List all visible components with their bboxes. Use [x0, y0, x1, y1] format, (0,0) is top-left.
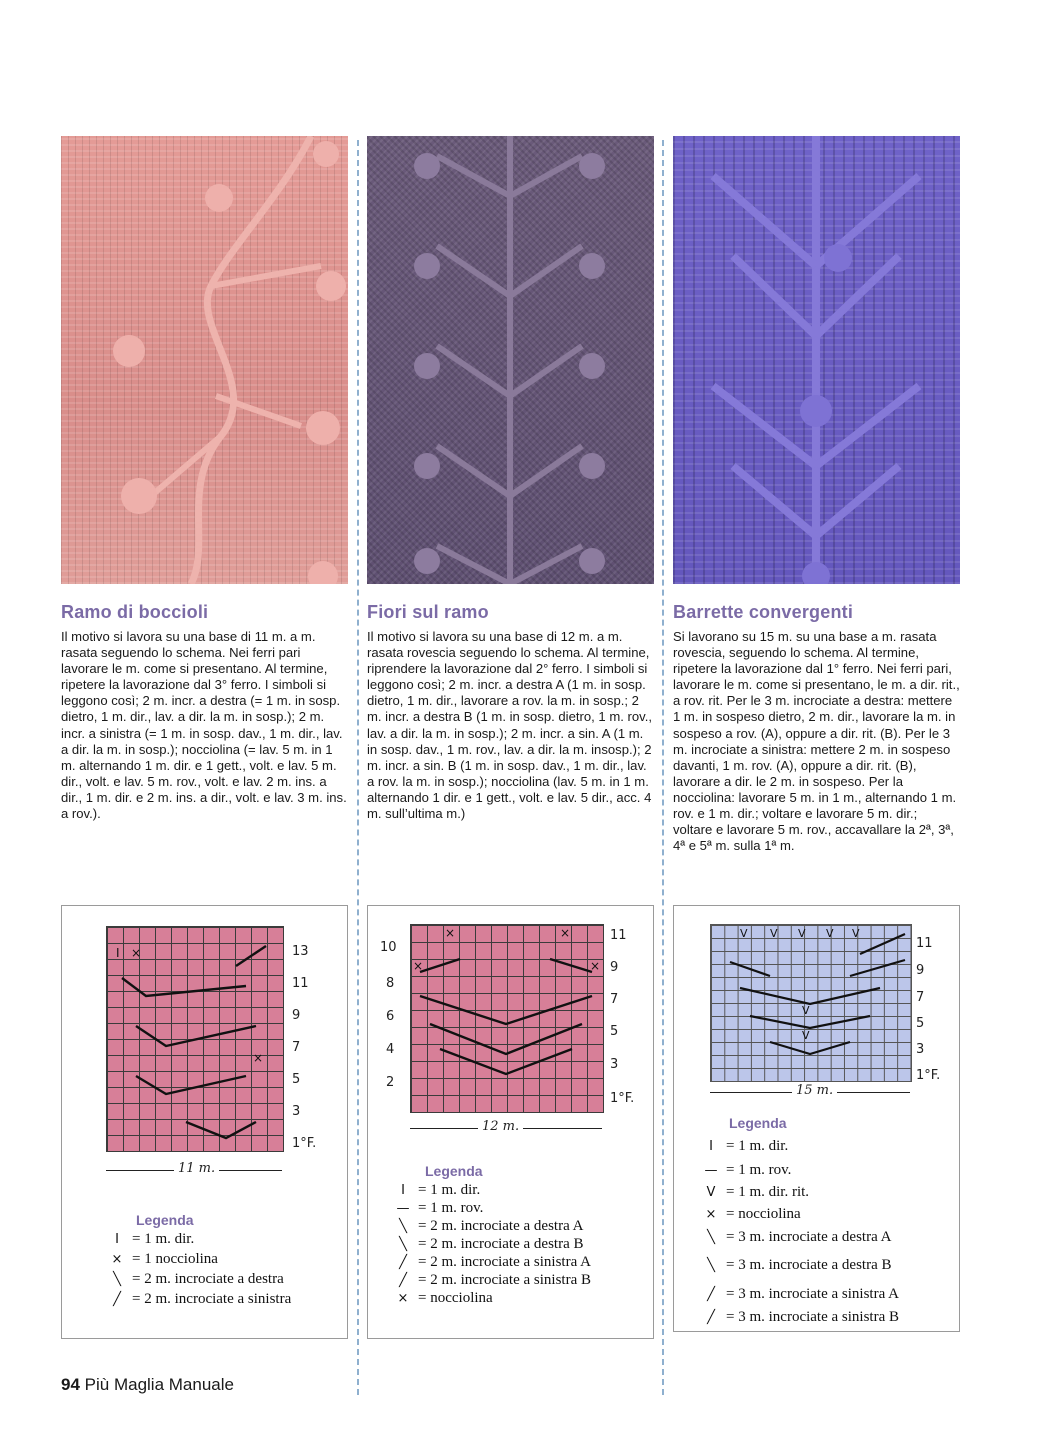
- row-label: 9: [916, 963, 925, 978]
- swatch-photo-pink: [61, 136, 348, 584]
- knit-stitch-icon: I: [401, 1183, 405, 1198]
- row-label: 5: [916, 1016, 925, 1031]
- legend-item: ╲ = 3 m. incrociate a destra A: [696, 1229, 891, 1246]
- pattern-title: Ramo di boccioli: [61, 602, 209, 622]
- legend-item: — = 1 m. rov.: [388, 1200, 483, 1217]
- legend-item: V = 1 m. dir. rit.: [696, 1184, 809, 1201]
- cross-right-icon: ╲: [113, 1272, 121, 1287]
- pattern-description: Il motivo si lavora su una base di 11 m. a m. rasata seguendo lo schema. Nei ferri pari lavorare le m. come si presentano. Al termine, ripetere la lavorazione dal 3° ferro. I simboli si leggono così; 2 m. incr. a destra (= 1 m. in sosp. dietro, 1 m. dir., lav. a dir. la m. in sosp.); 2 m. incr. a sinistra (= 1 m. in sosp. dav., 1 m. dir., lav. a dir. la m. in sosp.); nocciolina (= lav. 5 m. in 1 m. alternando 1 m. dir. e 1 gett., volt. e lav. 5 m. dir., volt. e lav. 5 m. rov., volt. e lav. 2 m. ins. a dir., 1 m. dir. e 2 m. ins. a dir., volt. e lav. 3 m. ins. a rov.).: [61, 629, 347, 822]
- chart-box-barrette-convergenti: [673, 905, 960, 1332]
- row-label: 1°F.: [916, 1068, 941, 1083]
- row-label: 1°F.: [610, 1091, 635, 1106]
- chart-symbol-bobble: ×: [131, 946, 142, 960]
- row-label-left: 6: [386, 1009, 395, 1024]
- purl-stitch-icon: —: [396, 1201, 410, 1216]
- svg-text:V: V: [798, 927, 806, 940]
- pattern-column-ramo-di-boccioli: [61, 136, 348, 822]
- legend-item: ╲ = 2 m. incrociate a destra: [102, 1271, 284, 1288]
- pattern-column-fiori-sul-ramo: [367, 136, 654, 822]
- legend-item: — = 1 m. rov.: [696, 1162, 791, 1179]
- chart-symbols: [710, 924, 910, 1080]
- row-label-left: 10: [380, 940, 397, 955]
- row-label: 11: [292, 976, 309, 991]
- svg-text:V: V: [852, 927, 860, 940]
- page-number: 94: [61, 1375, 80, 1394]
- svg-text:×: ×: [590, 959, 601, 973]
- row-label: 11: [916, 936, 933, 951]
- row-label: 1°F.: [292, 1136, 317, 1151]
- column-separator-1: [357, 140, 359, 1395]
- legend-item: ╲ = 2 m. incrociate a destra A: [388, 1218, 583, 1235]
- legend-title: Legenda: [136, 1212, 194, 1228]
- legend-item: ╱ = 2 m. incrociate a sinistra B: [388, 1272, 591, 1289]
- svg-text:V: V: [802, 1004, 810, 1017]
- purl-stitch-icon: —: [704, 1163, 718, 1178]
- magazine-name: Più Maglia Manuale: [84, 1375, 234, 1394]
- knit-tbl-icon: V: [706, 1185, 716, 1200]
- swatch-photo-violet: [367, 136, 654, 584]
- legend-item: ╱ = 3 m. incrociate a sinistra A: [696, 1286, 899, 1303]
- svg-text:×: ×: [560, 926, 571, 940]
- page-footer: [61, 1375, 234, 1395]
- legend-item: I = 1 m. dir.: [696, 1138, 788, 1155]
- cross-left-b-icon: ╱: [707, 1310, 715, 1325]
- legend-item: × = nocciolina: [388, 1290, 493, 1307]
- chart-symbol-bobble: ×: [253, 1051, 264, 1065]
- row-label: 3: [292, 1104, 301, 1119]
- legend-title: Legenda: [729, 1115, 787, 1131]
- cross-right-b-icon: ╲: [399, 1237, 407, 1252]
- chart-symbols: [106, 926, 282, 1150]
- chart-width-label: 15 m.: [792, 1083, 837, 1098]
- legend-title: Legenda: [425, 1163, 483, 1179]
- legend-item: × = 1 nocciolina: [102, 1251, 218, 1268]
- chart-box-fiori-sul-ramo: [367, 905, 654, 1339]
- row-label: 7: [610, 992, 619, 1007]
- pattern-title: Barrette convergenti: [673, 602, 854, 622]
- svg-text:V: V: [826, 927, 834, 940]
- row-label: 3: [610, 1057, 619, 1072]
- chart-width-label: 11 m.: [174, 1161, 219, 1176]
- column-separator-2: [662, 140, 664, 1395]
- pattern-column-barrette-convergenti: [673, 136, 960, 854]
- row-label: 9: [610, 960, 619, 975]
- legend-item: ╱ = 3 m. incrociate a sinistra B: [696, 1309, 899, 1326]
- row-label-left: 4: [386, 1042, 395, 1057]
- blue-cable-motif: [673, 136, 960, 584]
- row-label-left: 8: [386, 976, 395, 991]
- cross-right-a-icon: ╲: [399, 1219, 407, 1234]
- legend-item: I = 1 m. dir.: [388, 1182, 480, 1199]
- cross-left-a-icon: ╱: [707, 1287, 715, 1302]
- chart-width-label: 12 m.: [478, 1119, 523, 1134]
- legend-item: × = nocciolina: [696, 1206, 801, 1223]
- pink-branch-motif: [61, 136, 348, 584]
- pattern-description: Si lavorano su 15 m. su una base a m. rasata rovescia, seguendo lo schema. Al termine, ripetere la lavorazione dal 1° ferro. Nei ferri pari, lavorare le m. come si presentano, le m. a dir. rit., a rov. rit. Per le 3 m. incrociate a destra: mettere 1 m. in sospeso dietro, 2 m. dir., lavorare la m. in sospeso a rov. (A), oppure a dir. rit. (B). Per le 3 m. incrociate a sinistra: mettere 2 m. in sospeso davanti, 1 m. rov. (A), oppure a dir. rit. (B), lavorare a dir. le 2 m. in sospeso. Per la nocciolina: lavorare 5 m. in 1 m., alternando 1 m. rov. e 1 m. dir.; voltare e lavorare 5 m. dir.; voltare e lavorare 5 m. rov., accavallare la 2ª, 3ª, 4ª e 5ª m. sulla 1ª m.: [673, 629, 960, 854]
- violet-flower-motif: [367, 136, 654, 584]
- legend-item: ╲ = 2 m. incrociate a destra B: [388, 1236, 583, 1253]
- chart-box-ramo-di-boccioli: [61, 905, 348, 1339]
- cross-left-icon: ╱: [113, 1292, 121, 1307]
- pattern-title: Fiori sul ramo: [367, 602, 489, 622]
- knit-stitch-icon: I: [709, 1139, 713, 1154]
- legend-item: I = 1 m. dir.: [102, 1231, 194, 1248]
- bobble-icon: ×: [111, 1252, 123, 1267]
- svg-text:V: V: [802, 1029, 810, 1042]
- row-label: 7: [916, 990, 925, 1005]
- svg-text:V: V: [770, 927, 778, 940]
- legend-item: ╲ = 3 m. incrociate a destra B: [696, 1257, 891, 1274]
- chart-symbol-knit: I: [116, 946, 120, 960]
- svg-text:×: ×: [445, 926, 456, 940]
- swatch-photo-blue: [673, 136, 960, 584]
- legend-item: ╱ = 2 m. incrociate a sinistra: [102, 1291, 291, 1308]
- pattern-description: Il motivo si lavora su una base di 12 m. a m. rasata rovescia seguendo lo schema. Al termine, riprendere la lavorazione dal 2° ferro. I simboli si leggono così; 2 m. incr. a destra A (1 m. in sosp. dietro, 1 m. dir., lavorare a rov. la m. in sosp.; 2 m. incr. a destra B (1 m. in sosp. dietro, 1 m. rov., lav. a dir. la m. in sosp.); 2 m. incr. a sin. A (1 m. in sosp. dav., 1 m. rov., lav. a dir. la m. insosp.); 2 m. incr. a sin. B (1 m. in sosp. dav., 1 m. dir., lav. a rov. la m. in sosp.); nocciolina (lav. 5 m. in 1 m. alternando 1 dir. e 1 gett., volt. e lav. 5 dir., acc. 4 m. sull’ultima m.): [367, 629, 653, 822]
- row-label: 9: [292, 1008, 301, 1023]
- row-label: 13: [292, 944, 309, 959]
- bobble-icon: ×: [705, 1207, 717, 1222]
- cross-right-a-icon: ╲: [707, 1230, 715, 1245]
- row-label: 5: [610, 1024, 619, 1039]
- row-label: 3: [916, 1042, 925, 1057]
- row-label: 5: [292, 1072, 301, 1087]
- cross-right-b-icon: ╲: [707, 1258, 715, 1273]
- row-label: 11: [610, 928, 627, 943]
- svg-text:V: V: [740, 927, 748, 940]
- knit-stitch-icon: I: [115, 1232, 119, 1247]
- cross-left-b-icon: ╱: [399, 1273, 407, 1288]
- row-label-left: 2: [386, 1075, 395, 1090]
- cross-left-a-icon: ╱: [399, 1255, 407, 1270]
- svg-text:×: ×: [413, 959, 424, 973]
- row-label: 7: [292, 1040, 301, 1055]
- bobble-icon: ×: [397, 1291, 409, 1306]
- chart-symbols: [410, 924, 602, 1111]
- legend-item: ╱ = 2 m. incrociate a sinistra A: [388, 1254, 591, 1271]
